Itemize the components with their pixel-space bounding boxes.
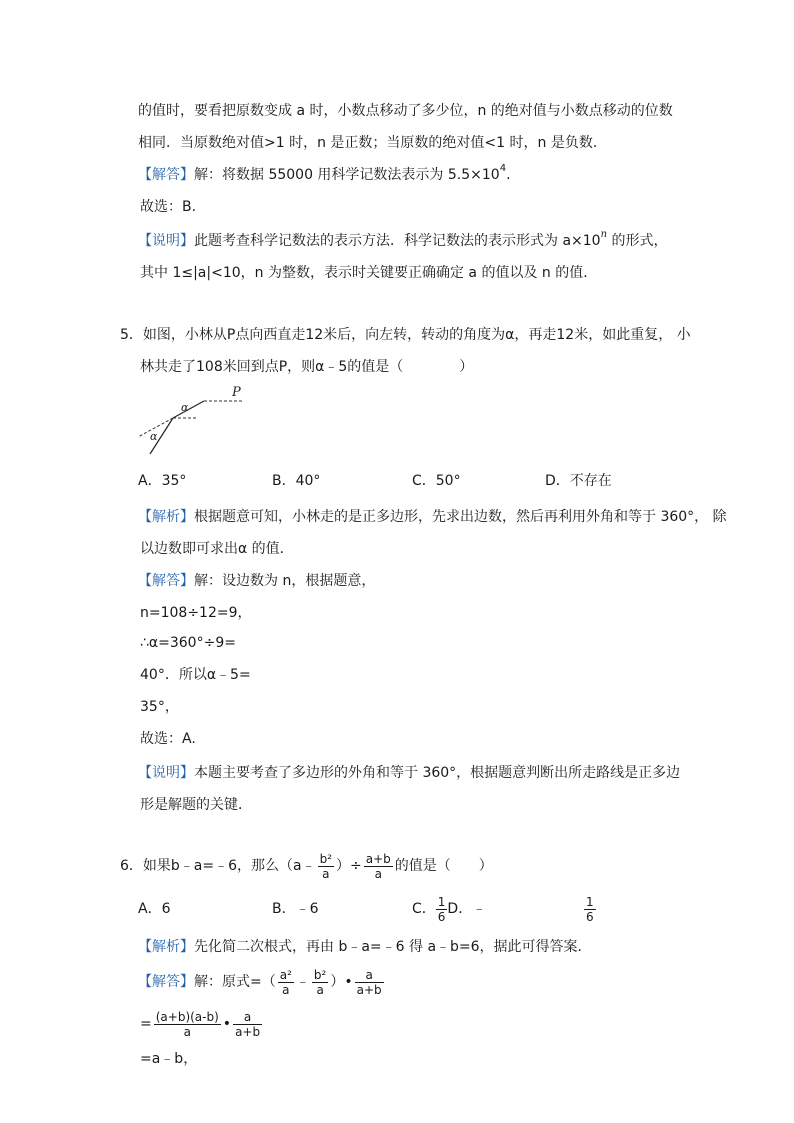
fraction-b2-over-a: $\frac{\text{b²}}{a}$: [319, 851, 333, 881]
q5-answer-line2: n=108÷12=9，: [140, 605, 252, 621]
q5-stem-line1: 5．如图，小林从P点向西直走12米后，向左转，转动的角度为α，再走12米，如此重复， 小: [120, 327, 691, 343]
angle-alpha-label-1: α: [181, 401, 189, 414]
q6-answer-line1: 【解答】解：原式=（ $\frac{\text{a²}}{a}$ ﹣ $\frac{\text{b²}}{a}$ ）• $\frac{a}{a+b}$: [138, 967, 382, 997]
q6-option-c: C． $\frac{1}{6}$ D．﹣: [412, 894, 487, 924]
q5-note-line2: 形是解题的关键．: [140, 797, 252, 813]
q5-option-c: C．50°: [412, 473, 461, 489]
q6-stem: 6．如果b﹣a=﹣6，那么（a﹣ $\frac{\text{b²}}{a}$ ）÷ $\frac{a+b}{a}$ 的值是（ ）: [120, 851, 493, 881]
fraction-aplusb-over-a: $\frac{a+b}{a}$: [365, 851, 391, 881]
q6-answer-line3: =a﹣b，: [140, 1051, 198, 1067]
q5-answer-line4: 40°．所以α﹣5=: [140, 667, 251, 683]
q4-choice: 故选：B.: [140, 199, 197, 215]
q4-note-line1: 【说明】此题考查科学记数法的表示方法．科学记数法的表示形式为 $a\times 10^n$ 的形式，: [138, 229, 668, 249]
q5-answer-line1: 【解答】解：设边数为 n，根据题意，: [138, 573, 376, 589]
q6-option-b: B．﹣6: [272, 901, 319, 917]
q4-note-line2: 其中 1≤|a|<10，n 为整数，表示时关键要正确确定 a 的值以及 n 的值．: [140, 265, 598, 281]
note-tag: 【说明】: [138, 233, 194, 249]
answer-tag: 【解答】: [138, 573, 194, 589]
q6-answer-line2: = $\frac{(a+b)(a-b)}{a}$ • $\frac{a}{a+b}$: [140, 1009, 261, 1039]
q5-analysis-line2: 以边数即可求出α 的值．: [140, 541, 294, 557]
note-tag: 【说明】: [138, 765, 194, 781]
q5-note-line1: 【说明】本题主要考查了多边形的外角和等于 360°，根据题意判断出所走路线是正多边: [138, 765, 681, 781]
q5-option-d: D．不存在: [545, 473, 612, 489]
q4-explain-line1: 的值时，要看把原数变成 a 时，小数点移动了多少位，n 的绝对值与小数点移动的位数: [138, 103, 673, 119]
q5-path-figure: [136, 382, 246, 458]
q4-answer: 【解答】解：将数据 55000 用科学记数法表示为 $5.5\times 10^4$.: [138, 163, 511, 183]
q5-option-a: A．35°: [138, 473, 187, 489]
point-p-label: P: [232, 385, 241, 400]
q5-stem-line2: 林共走了108米回到点P，则α﹣5的值是（ ）: [140, 359, 474, 375]
q6-analysis: 【解析】先化简二次根式，再由 b﹣a=﹣6 得 a﹣b=6，据此可得答案．: [138, 939, 592, 955]
answer-tag: 【解答】: [138, 974, 194, 990]
path-segment-1: [173, 401, 204, 418]
q5-answer-line5: 35°，: [140, 699, 179, 715]
q6-option-d-fraction: $\frac{1}{6}$: [586, 894, 594, 924]
analysis-tag: 【解析】: [138, 509, 194, 525]
q5-analysis-line1: 【解析】根据题意可知，小林走的是正多边形，先求出边数，然后再利用外角和等于 360°， 除: [138, 509, 727, 525]
q4-explain-line2: 相同．当原数绝对值>1 时，n 是正数；当原数的绝对值<1 时，n 是负数．: [138, 135, 607, 151]
answer-tag: 【解答】: [138, 167, 194, 183]
analysis-tag: 【解析】: [138, 939, 194, 955]
angle-alpha-label-2: α: [150, 430, 158, 443]
q5-option-b: B．40°: [272, 473, 321, 489]
q5-choice: 故选：A.: [140, 731, 196, 747]
q5-answer-line3: ∴α=360°÷9=: [140, 635, 236, 651]
q6-option-a: A．6: [138, 901, 171, 917]
